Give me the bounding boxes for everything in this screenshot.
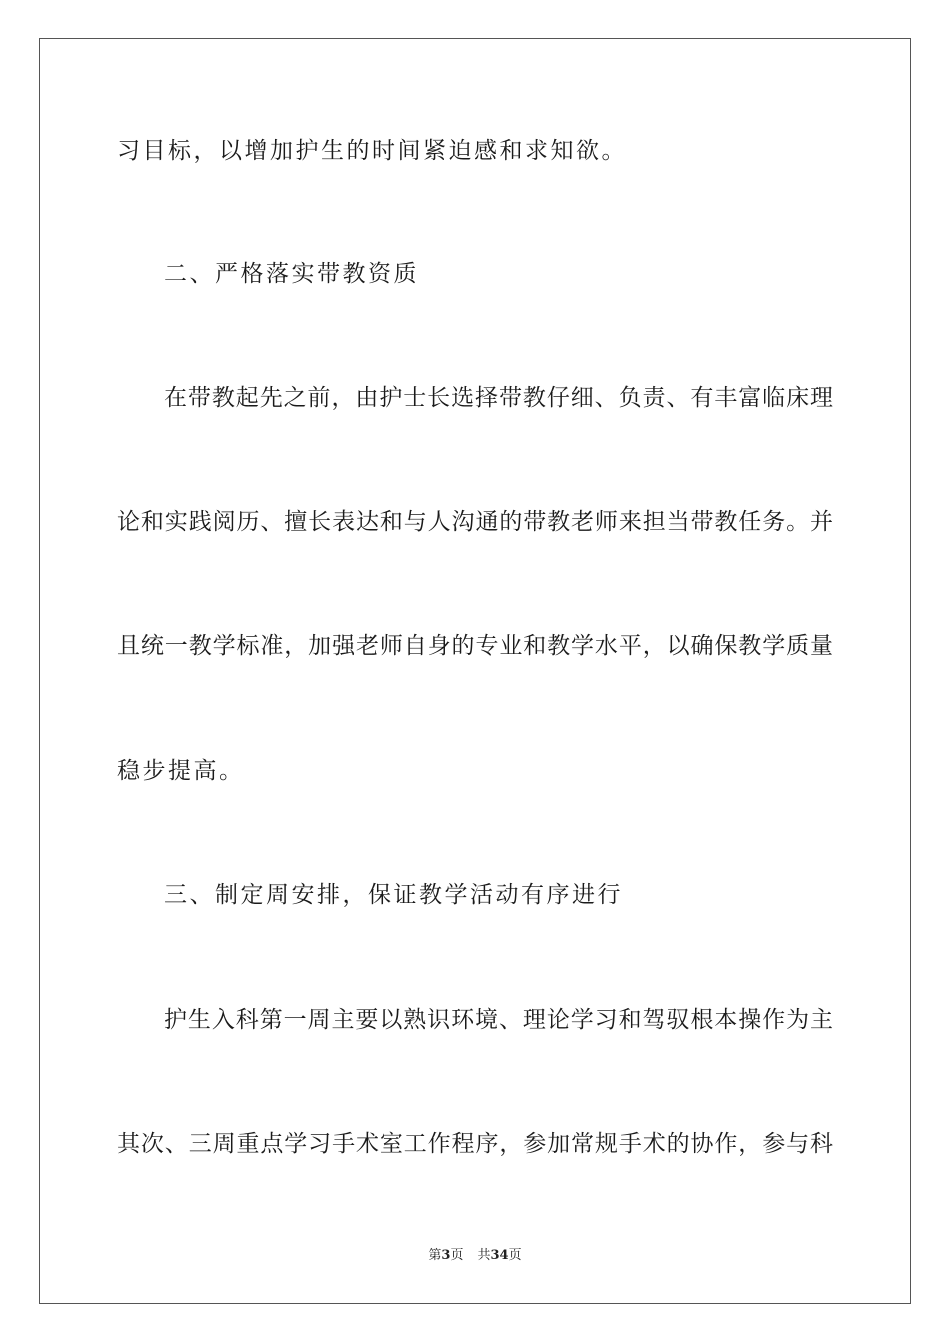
page-footer bbox=[0, 1247, 950, 1265]
footer-total-prefix: 共 bbox=[477, 1248, 491, 1263]
body-line-3: 在带教起先之前，由护士长选择带教仔细、负责、有丰富临床理 bbox=[164, 385, 833, 411]
footer-page-suffix: 页 bbox=[450, 1248, 464, 1263]
body-line-4: 论和实践阅历、擅长表达和与人沟通的带教老师来担当带教任务。并 bbox=[117, 509, 833, 535]
footer-page-number: 3 bbox=[441, 1248, 451, 1263]
body-line-8: 护生入科第一周主要以熟识环境、理论学习和驾驭根本操作为主 bbox=[164, 1007, 833, 1033]
body-line-9: 其次、三周重点学习手术室工作程序，参加常规手术的协作，参与科 bbox=[117, 1131, 833, 1157]
section-heading-3: 三、制定周安排，保证教学活动有序进行 bbox=[164, 882, 623, 908]
footer-total-pages: 34 bbox=[490, 1248, 509, 1263]
body-line-5: 且统一教学标准，加强老师自身的专业和教学水平，以确保教学质量 bbox=[117, 633, 833, 659]
body-line-1: 习目标，以增加护生的时间紧迫感和求知欲。 bbox=[117, 138, 627, 164]
body-line-6: 稳步提高。 bbox=[117, 758, 245, 784]
section-heading-2: 二、严格落实带教资质 bbox=[164, 261, 419, 287]
page-frame bbox=[39, 38, 911, 1304]
footer-page-prefix: 第 bbox=[428, 1248, 442, 1263]
footer-total-suffix: 页 bbox=[508, 1248, 522, 1263]
